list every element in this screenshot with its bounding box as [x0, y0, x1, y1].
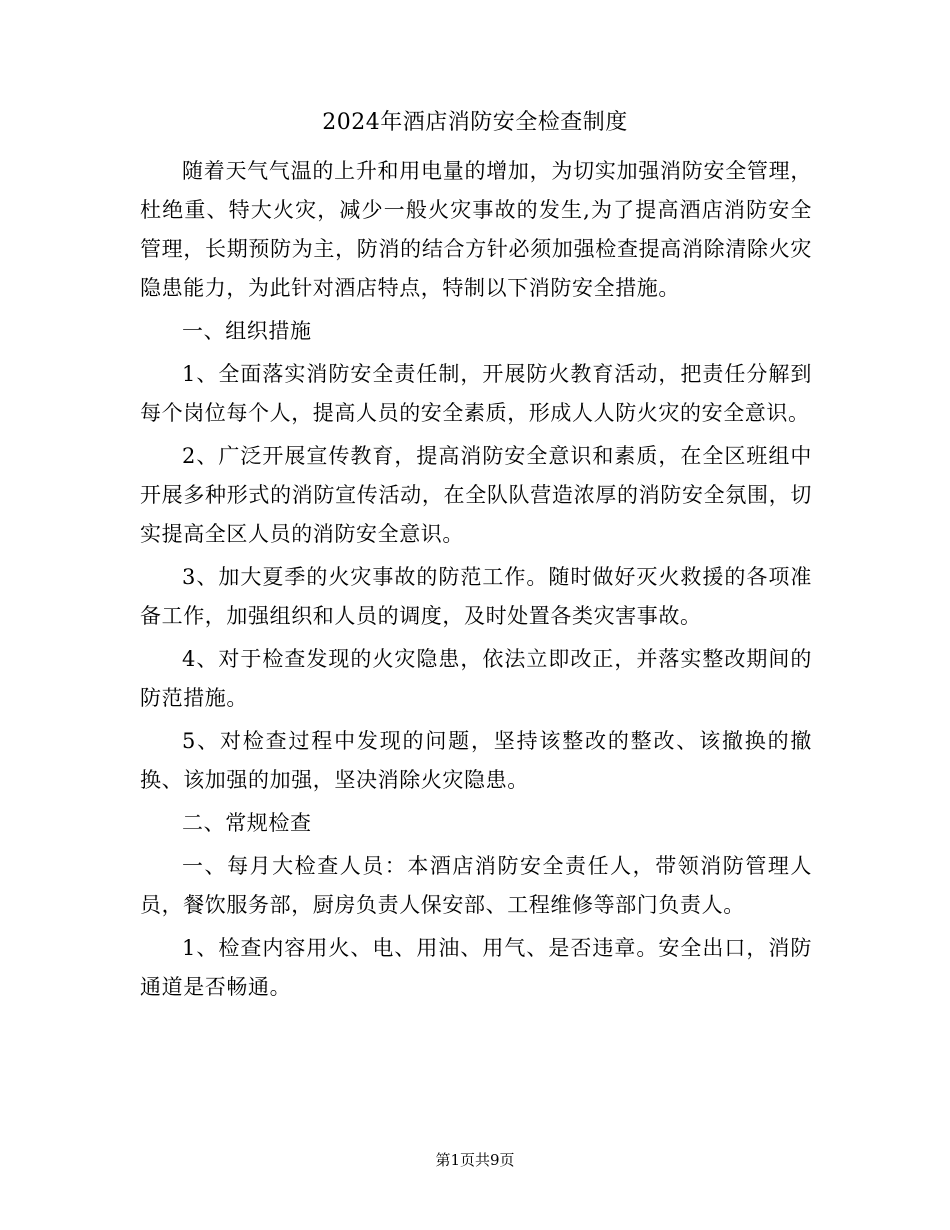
section-heading-routine-check: 二、常规检查 — [182, 811, 312, 835]
paragraph-monthly-inspection: 一、每月大检查人员：本酒店消防安全责任人，带领消防管理人员，餐饮服务部，厨房负责人保安部、工程维修等部门负责人。 — [140, 854, 812, 917]
document-title: 2024年酒店消防安全检查制度 — [322, 110, 628, 135]
paragraph-item-5: 5、对检查过程中发现的问题，坚持该整改的整改、该撤换的撤换、该加强的加强，坚决消除火灾隐患。 — [140, 729, 812, 792]
paragraph-item-3: 3、加大夏季的火灾事故的防范工作。随时做好灭火救援的各项准备工作，加强组织和人员的调度，及时处置各类灾害事故。 — [140, 565, 812, 628]
page-number: 第1页共9页 — [435, 1151, 515, 1169]
document-body — [140, 152, 812, 1011]
paragraph-item-2: 2、广泛开展宣传教育，提高消防安全意识和素质，在全区班组中开展多种形式的消防宣传活动，在全队队营造浓厚的消防安全氛围，切实提高全区人员的消防安全意识。 — [140, 444, 812, 546]
intro-paragraph: 随着天气气温的上升和用电量的增加，为切实加强消防安全管理，杜绝重、特大火灾，减少一般火灾事故的发生,为了提高酒店消防安全管理，长期预防为主，防消的结合方针必须加强检查提高消除清除火灾隐患能力，为此针对酒店特点，特制以下消防安全措施。 — [140, 159, 812, 300]
section-heading-organization: 一、组织措施 — [182, 319, 312, 343]
paragraph-item-1: 1、全面落实消防安全责任制，开展防火教育活动，把责任分解到每个岗位每个人，提高人员的安全素质，形成人人防火灾的安全意识。 — [140, 362, 812, 425]
paragraph-item-4: 4、对于检查发现的火灾隐患，依法立即改正，并落实整改期间的防范措施。 — [140, 647, 812, 710]
paragraph-inspection-content: 1、检查内容用火、电、用油、用气、是否违章。安全出口，消防通道是否畅通。 — [140, 936, 812, 999]
